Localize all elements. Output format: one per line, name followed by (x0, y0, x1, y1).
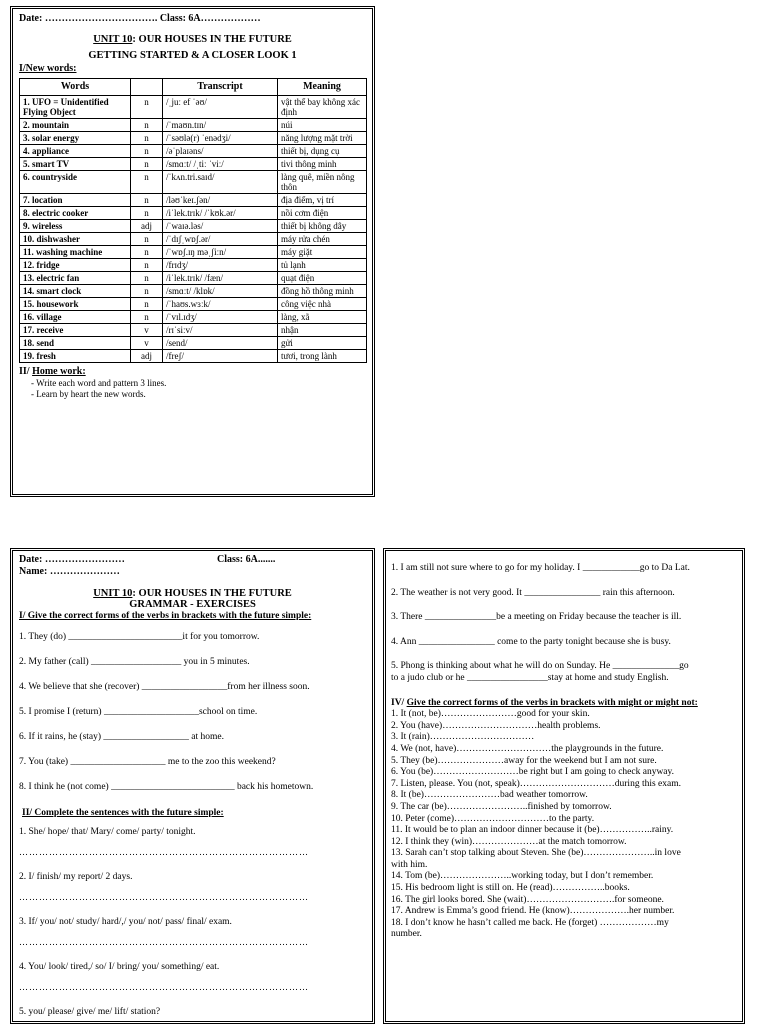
column-header-transcript: Transcript (163, 79, 278, 96)
exercise-item: 3. If/ you/ not/ study/ hard/,/ you/ not/ pass/ final/ exam. (19, 917, 232, 927)
exercise-item: 15. His bedroom light is still on. He (read)……………..books. (391, 883, 630, 894)
exercise-item: 5. Phong is thinking about what he will do on Sunday. He ______________go (391, 661, 689, 672)
unit-heading: UNIT 10: OUR HOUSES IN THE FUTURE (93, 34, 292, 45)
date-class-line (19, 554, 366, 566)
vocab-word: 13. electric fan (20, 272, 131, 285)
meaning: tủ lạnh (278, 259, 367, 272)
meaning: đồng hồ thông minh (278, 285, 367, 298)
exercise-item: 5. I promise I (return) ____________________school on time. (19, 707, 258, 717)
meaning: tươi, trong lành (278, 350, 367, 363)
exercise-item: 7. Listen, please. You (not, speak)…………………………during this exam. (391, 778, 681, 789)
transcript: /freʃ/ (163, 350, 278, 363)
exercise-list (391, 709, 737, 941)
transcript: /iˈlek.trɪk/ /fæn/ (163, 272, 278, 285)
exercise-item: 7. You (take) ____________________ me to the zoo this weekend? (19, 757, 276, 767)
part-of-speech: n (131, 246, 163, 259)
transcript: /ˈwɒʃ.ɪŋ məˌʃiːn/ (163, 246, 278, 259)
meaning: núi (278, 119, 367, 132)
exercise-item: 11. It would be to plan an indoor dinner because it (be)……………..rainy. (391, 825, 674, 836)
table-row (20, 220, 367, 233)
part-of-speech: n (131, 285, 163, 298)
table-row (20, 158, 367, 171)
homework-item: - Write each word and pattern 3 lines. (31, 378, 167, 388)
part-of-speech: n (131, 272, 163, 285)
transcript: /ˈkʌn.tri.saɪd/ (163, 171, 278, 194)
answer-line: …………………………………………………………………………… (19, 847, 309, 857)
table-row (20, 285, 367, 298)
exercise-item: 5. you/ please/ give/ me/ lift/ station? (19, 1007, 161, 1017)
transcript: /ˈvɪl.ɪdʒ/ (163, 311, 278, 324)
table-row (20, 132, 367, 145)
meaning: máy rửa chén (278, 233, 367, 246)
part-of-speech: n (131, 233, 163, 246)
transcript: /send/ (163, 337, 278, 350)
exercise-item: 17. Andrew is Emma’s good friend. He (know)……………….her number. (391, 906, 675, 917)
vocab-word: 7. location (20, 194, 131, 207)
lesson-subtitle: GETTING STARTED & A CLOSER LOOK 1 (88, 50, 297, 61)
section-heading: II/ Complete the sentences with the future simple: (22, 808, 224, 818)
vocab-word: 6. countryside (20, 171, 131, 194)
exercise-item: 6. If it rains, he (stay) __________________ at home. (19, 732, 225, 742)
table-row (20, 119, 367, 132)
exercise-item: 4. You/ look/ tired,/ so/ I/ bring/ you/ something/ eat. (19, 962, 220, 972)
exercise-item: 13. Sarah can’t stop talking about Steven. She (be)…………………..in love (391, 848, 681, 859)
vocab-word: 3. solar energy (20, 132, 131, 145)
meaning: máy giặt (278, 246, 367, 259)
answer-line: …………………………………………………………………………… (19, 937, 309, 947)
vocab-word: 15. housework (20, 298, 131, 311)
table-row (20, 96, 367, 119)
table-row (20, 298, 367, 311)
date-label: Date: …………………… (19, 554, 125, 565)
exercise-item: with him. (391, 859, 428, 870)
transcript: /rɪˈsiːv/ (163, 324, 278, 337)
vocabulary-table (19, 78, 367, 363)
vocab-word: 19. fresh (20, 350, 131, 363)
exercise-item: 14. Tom (be)…………………..working today, but I don’t remember. (391, 871, 654, 882)
part-of-speech: n (131, 132, 163, 145)
exercise-item: 12. I think they (win)…………………at the match tomorrow. (391, 836, 627, 847)
transcript: /əˈplaɪəns/ (163, 145, 278, 158)
part-of-speech: n (131, 259, 163, 272)
meaning: làng, xã (278, 311, 367, 324)
homework-item: - Learn by heart the new words. (31, 389, 146, 399)
answer-line: …………………………………………………………………………… (19, 982, 309, 992)
table-row (20, 233, 367, 246)
vocab-word: 14. smart clock (20, 285, 131, 298)
transcript: /ˈdɪʃˌwɒʃ.ər/ (163, 233, 278, 246)
table-row (20, 246, 367, 259)
exercise-item: 1. They (do) ________________________it for you tomorrow. (19, 632, 260, 642)
grammar-worksheet-continued (383, 548, 745, 1024)
vocabulary-worksheet (10, 6, 375, 497)
exercise-item: 4. Ann ________________ come to the party tonight because she is busy. (391, 636, 671, 647)
transcript: /smɑːt/ /klɒk/ (163, 285, 278, 298)
exercise-item: 8. It (be)……………………bad weather tomorrow. (391, 790, 588, 801)
new-words-label: I/New words: (19, 63, 77, 74)
meaning: gửi (278, 337, 367, 350)
exercise-item: 2. My father (call) ___________________ you in 5 minutes. (19, 657, 250, 667)
part-of-speech: n (131, 171, 163, 194)
part-of-speech: n (131, 145, 163, 158)
table-row (20, 145, 367, 158)
vocab-word: 1. UFO = Unidentified Flying Object (20, 96, 131, 119)
part-of-speech: adj (131, 220, 163, 233)
exercise-list (19, 632, 366, 793)
exercise-item: 2. The weather is not very good. It ________________ rain this afternoon. (391, 587, 675, 598)
part-of-speech: n (131, 194, 163, 207)
table-row (20, 311, 367, 324)
meaning: thiết bị không dây (278, 220, 367, 233)
section-heading: I/ Give the correct forms of the verbs in brackets with the future simple: (19, 611, 312, 621)
part-of-speech: n (131, 207, 163, 220)
meaning: nhận (278, 324, 367, 337)
meaning: địa điểm, vị trí (278, 194, 367, 207)
lesson-subtitle: GRAMMAR - EXERCISES (129, 599, 256, 610)
part-of-speech: n (131, 119, 163, 132)
homework-heading: II/ Home work: (19, 366, 86, 377)
class-label: Class: 6A....... (217, 554, 276, 565)
exercise-item: 2. I/ finish/ my report/ 2 days. (19, 872, 133, 882)
table-row (20, 207, 367, 220)
table-row (20, 171, 367, 194)
vocab-word: 5. smart TV (20, 158, 131, 171)
exercise-item: 3. There _______________be a meeting on Friday because the teacher is ill. (391, 612, 682, 623)
vocab-word: 8. electric cooker (20, 207, 131, 220)
table-row (20, 194, 367, 207)
exercise-item: 1. I am still not sure where to go for my holiday. I ____________go to Da Lat. (391, 563, 690, 573)
exercise-item: 5. They (be)…………………away for the weekend but I am not sure. (391, 755, 657, 766)
exercise-item: 16. The girl looks bored. She (wait)……………………….for someone. (391, 894, 664, 905)
part-of-speech: v (131, 324, 163, 337)
exercise-item: 4. We believe that she (recover) __________________from her illness soon. (19, 682, 310, 692)
table-row (20, 350, 367, 363)
meaning: quạt điện (278, 272, 367, 285)
name-label: Name: ………………… (19, 566, 120, 577)
column-header-meaning: Meaning (278, 79, 367, 96)
part-of-speech: n (131, 158, 163, 171)
part-of-speech: adj (131, 350, 163, 363)
transcript: /smɑːt/ /ˌtiː ˈviː/ (163, 158, 278, 171)
meaning: vật thể bay không xác định (278, 96, 367, 119)
vocab-word: 17. receive (20, 324, 131, 337)
vocab-word: 12. fridge (20, 259, 131, 272)
column-header-pos (131, 79, 163, 96)
table-row (20, 259, 367, 272)
meaning: nồi cơm điện (278, 207, 367, 220)
table-row (20, 324, 367, 337)
meaning: thiết bị, dụng cụ (278, 145, 367, 158)
transcript: /ˈsəʊlə(r) ˈenədʒi/ (163, 132, 278, 145)
vocabulary-rows (20, 96, 367, 363)
exercise-item: 3. It (rain)…………………………… (391, 732, 535, 743)
meaning: năng lượng mặt trời (278, 132, 367, 145)
table-row (20, 337, 367, 350)
column-header-words: Words (20, 79, 131, 96)
grammar-worksheet (10, 548, 375, 1024)
meaning: tivi thông minh (278, 158, 367, 171)
transcript: /ləʊˈkeɪ.ʃən/ (163, 194, 278, 207)
vocab-word: 9. wireless (20, 220, 131, 233)
table-header-row (20, 79, 367, 96)
exercise-item: 2. You (have)…………………………health problems. (391, 720, 601, 731)
vocab-word: 11. washing machine (20, 246, 131, 259)
exercise-item: 6. You (be)………………………be right but I am going to check anyway. (391, 767, 675, 778)
vocab-word: 2. mountain (20, 119, 131, 132)
vocab-word: 4. appliance (20, 145, 131, 158)
part-of-speech: n (131, 298, 163, 311)
exercise-item: 18. I don’t know he hasn’t called me back. He (forget) ………………my (391, 917, 669, 928)
answer-line: …………………………………………………………………………… (19, 892, 309, 902)
transcript: /frɪdʒ/ (163, 259, 278, 272)
part-of-speech: v (131, 337, 163, 350)
vocab-word: 16. village (20, 311, 131, 324)
transcript: /ˈhaʊs.wɜːk/ (163, 298, 278, 311)
vocab-word: 18. send (20, 337, 131, 350)
exercise-item: 4. We (not, have)…………………………the playgrounds in the future. (391, 743, 664, 754)
part-of-speech: n (131, 96, 163, 119)
transcript: /ˌjuː ef ˈəʊ/ (163, 96, 278, 119)
exercise-item: 1. It (not, be)……………………good for your skin. (391, 709, 590, 720)
exercise-item: 8. I think he (not come) __________________________ back his hometown. (19, 782, 314, 792)
exercise-item: 10. Peter (come)…………………………to the party. (391, 813, 595, 824)
transcript: /ˈmaʊn.tɪn/ (163, 119, 278, 132)
date-class-line: Date: ……………………………. Class: 6A……………… (19, 13, 261, 24)
exercise-list (19, 827, 366, 1018)
transcript: /iˈlek.trɪk/ /ˈkʊk.ər/ (163, 207, 278, 220)
exercise-item: 1. She/ hope/ that/ Mary/ come/ party/ tonight. (19, 827, 196, 837)
table-row (20, 272, 367, 285)
section-heading: IV/ Give the correct forms of the verbs in brackets with might or might not: (391, 697, 698, 708)
exercise-list (391, 563, 737, 685)
part-of-speech: n (131, 311, 163, 324)
vocab-word: 10. dishwasher (20, 233, 131, 246)
exercise-item: 9. The car (be)……………………..finished by tomorrow. (391, 801, 612, 812)
meaning: công việc nhà (278, 298, 367, 311)
meaning: làng quê, miền nông thôn (278, 171, 367, 194)
exercise-item: to a judo club or he _________________stay at home and study English. (391, 672, 669, 683)
unit-heading: UNIT 10: OUR HOUSES IN THE FUTURE (93, 588, 292, 599)
transcript: /ˈwaɪə.ləs/ (163, 220, 278, 233)
exercise-item: number. (391, 929, 422, 940)
